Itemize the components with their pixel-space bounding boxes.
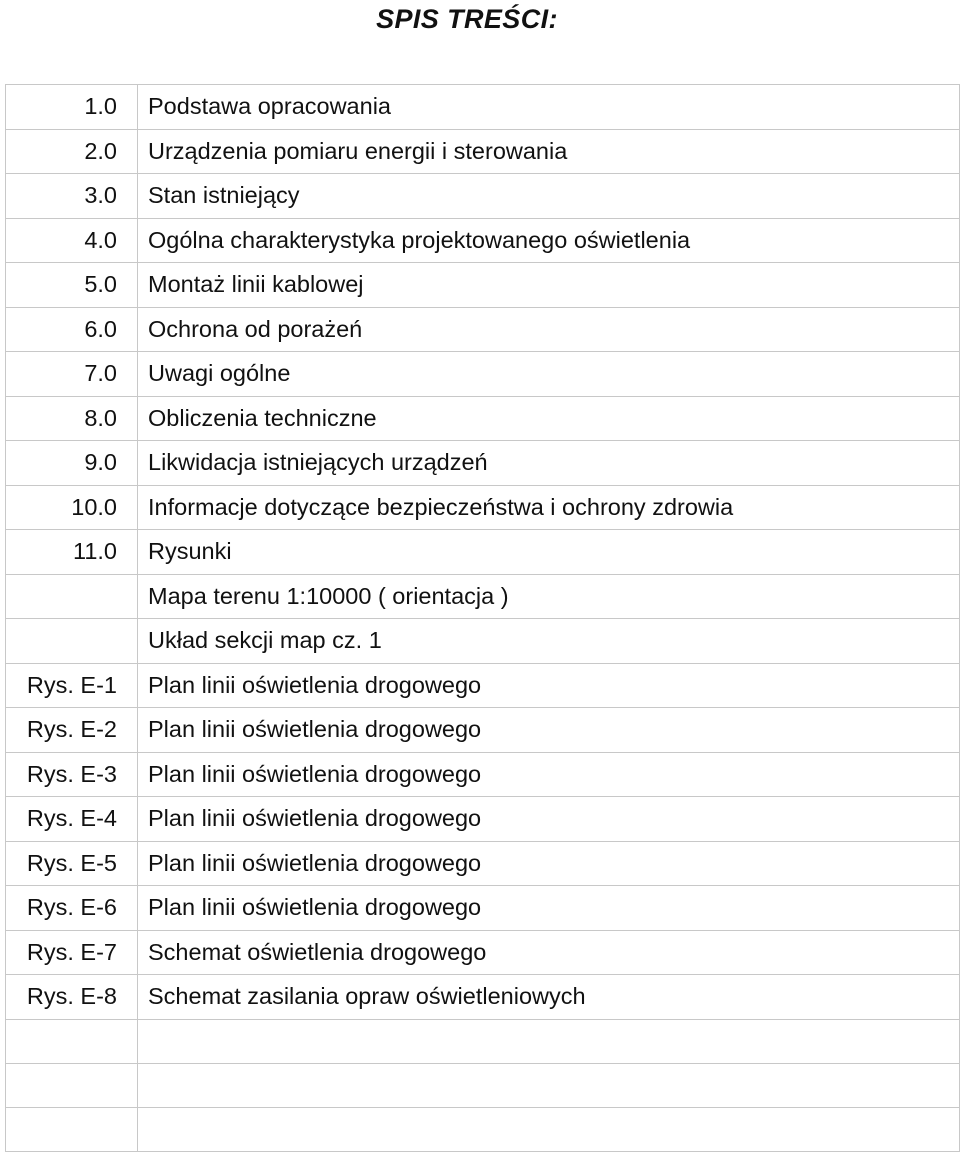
- toc-number: Rys. E-4: [6, 797, 138, 842]
- toc-row: [6, 975, 960, 1020]
- toc-number: Rys. E-7: [6, 930, 138, 975]
- toc-title: Plan linii oświetlenia drogowego: [138, 708, 960, 753]
- toc-row: [6, 930, 960, 975]
- toc-row: [6, 485, 960, 530]
- toc-title: Plan linii oświetlenia drogowego: [138, 797, 960, 842]
- toc-row: [6, 797, 960, 842]
- toc-title: Plan linii oświetlenia drogowego: [138, 752, 960, 797]
- toc-row: [6, 530, 960, 575]
- toc-number: 5.0: [6, 263, 138, 308]
- toc-title: [138, 1063, 960, 1107]
- toc-body: [6, 85, 960, 1152]
- toc-number: 4.0: [6, 218, 138, 263]
- toc-row: [6, 85, 960, 130]
- toc-title: Likwidacja istniejących urządzeń: [138, 441, 960, 486]
- toc-number: [6, 574, 138, 619]
- toc-number: 7.0: [6, 352, 138, 397]
- toc-row: [6, 352, 960, 397]
- toc-number: Rys. E-5: [6, 841, 138, 886]
- toc-number: Rys. E-6: [6, 886, 138, 931]
- toc-row: [6, 263, 960, 308]
- toc-number: [6, 1107, 138, 1151]
- toc-number: 11.0: [6, 530, 138, 575]
- toc-number: 10.0: [6, 485, 138, 530]
- toc-title: [138, 1107, 960, 1151]
- toc-title: Schemat oświetlenia drogowego: [138, 930, 960, 975]
- toc-title: Układ sekcji map cz. 1: [138, 619, 960, 664]
- toc-row: [6, 619, 960, 664]
- toc-title: Schemat zasilania opraw oświetleniowych: [138, 975, 960, 1020]
- toc-number: 1.0: [6, 85, 138, 130]
- toc-row: [6, 307, 960, 352]
- toc-title: Plan linii oświetlenia drogowego: [138, 663, 960, 708]
- toc-number: Rys. E-1: [6, 663, 138, 708]
- toc-title: [138, 1019, 960, 1063]
- toc-row-empty: [6, 1063, 960, 1107]
- toc-number: [6, 619, 138, 664]
- toc-number: [6, 1063, 138, 1107]
- toc-row-empty: [6, 1019, 960, 1063]
- toc-title: Mapa terenu 1:10000 ( orientacja ): [138, 574, 960, 619]
- toc-title: Stan istniejący: [138, 174, 960, 219]
- toc-title: Plan linii oświetlenia drogowego: [138, 841, 960, 886]
- toc-number: Rys. E-8: [6, 975, 138, 1020]
- toc-number: 8.0: [6, 396, 138, 441]
- toc-number: 9.0: [6, 441, 138, 486]
- toc-row: [6, 129, 960, 174]
- toc-row: [6, 174, 960, 219]
- toc-title: Ochrona od porażeń: [138, 307, 960, 352]
- toc-title: Montaż linii kablowej: [138, 263, 960, 308]
- toc-title: Plan linii oświetlenia drogowego: [138, 886, 960, 931]
- toc-title: Informacje dotyczące bezpieczeństwa i ochrony zdrowia: [138, 485, 960, 530]
- toc-number: Rys. E-3: [6, 752, 138, 797]
- toc-number: [6, 1019, 138, 1063]
- toc-number: Rys. E-2: [6, 708, 138, 753]
- toc-title: Obliczenia techniczne: [138, 396, 960, 441]
- toc-row-empty: [6, 1107, 960, 1151]
- toc-number: 2.0: [6, 129, 138, 174]
- toc-title: Ogólna charakterystyka projektowanego oświetlenia: [138, 218, 960, 263]
- toc-row: [6, 396, 960, 441]
- table-of-contents: [5, 84, 960, 1152]
- toc-title: Uwagi ogólne: [138, 352, 960, 397]
- toc-row: [6, 752, 960, 797]
- document-title: SPIS TREŚCI:: [376, 4, 558, 34]
- toc-number: 6.0: [6, 307, 138, 352]
- toc-title: Urządzenia pomiaru energii i sterowania: [138, 129, 960, 174]
- toc-row: [6, 841, 960, 886]
- toc-row: [6, 663, 960, 708]
- toc-row: [6, 886, 960, 931]
- toc-row: [6, 574, 960, 619]
- toc-title: Rysunki: [138, 530, 960, 575]
- toc-row: [6, 218, 960, 263]
- toc-number: 3.0: [6, 174, 138, 219]
- toc-row: [6, 708, 960, 753]
- toc-title: Podstawa opracowania: [138, 85, 960, 130]
- toc-row: [6, 441, 960, 486]
